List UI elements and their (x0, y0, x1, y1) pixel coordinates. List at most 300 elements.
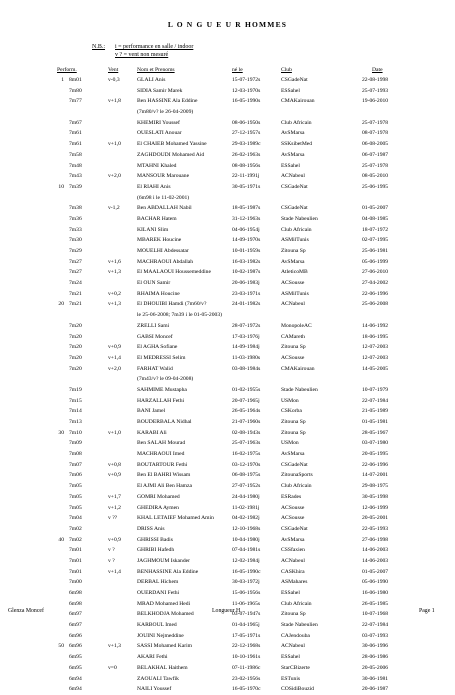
row-athlete-name: MACHRAOUI Abdallah (137, 258, 194, 265)
row-performance: 7m15 (69, 397, 82, 404)
table-row (0, 86, 455, 97)
row-date: 25-06-1995 (362, 183, 389, 190)
table-row (0, 588, 455, 599)
row-athlete-name: BOUTARTOUR Fethi (137, 461, 188, 468)
row-club: ESSahel (281, 162, 300, 169)
row-birth-date: 07-04-1981s (232, 547, 261, 554)
row-club: ACSousse (281, 280, 305, 287)
header-dob: né le (232, 67, 243, 73)
row-athlete-name: GHRIBI Hafedh (137, 547, 175, 554)
table-row (0, 663, 455, 674)
row-birth-date: 11-02-1981j (232, 504, 260, 511)
row-athlete-name: El CHAIEB Mohamed Yassine (137, 141, 207, 148)
row-athlete-name: le 25-06-2008; 7m39 i le 01-05-2003) (137, 312, 222, 319)
row-athlete-name: SASSI Mohamed Karim (137, 643, 193, 650)
row-date: 04-08-1985 (362, 215, 389, 222)
row-club: Zitouna Sp (281, 611, 306, 618)
row-date: 14-05-2005 (362, 365, 389, 372)
nb-notes (115, 43, 193, 59)
row-birth-date: 23-03-1971s (232, 290, 261, 297)
row-birth-date: 27-12-1957s (232, 130, 261, 137)
row-athlete-name: Ben ABDALLAH Nabil (137, 205, 192, 212)
row-performance: 7m00 (69, 579, 82, 586)
row-performance: 6m96 (69, 632, 82, 639)
row-performance: 7m20 (69, 354, 82, 361)
row-date: 29-08-1975 (362, 483, 389, 490)
row-wind: v+2,0 (108, 365, 121, 372)
table-row (0, 438, 455, 449)
row-birth-date: 02-08-1943s (232, 429, 261, 436)
row-performance: 7m36 (69, 215, 82, 222)
row-performance: 7m39 (69, 183, 82, 190)
row-date: 12-07-2003 (362, 354, 389, 361)
row-birth-date: 20-06-1983j (232, 280, 260, 287)
row-birth-date: 22-11-1991j (232, 173, 260, 180)
row-wind: v+1,0 (108, 429, 121, 436)
row-performance: 7m10 (69, 429, 82, 436)
row-club: AvSMarsa (281, 536, 305, 543)
row-performance: 7m58 (69, 151, 82, 158)
row-date: 06-08-2005 (362, 141, 389, 148)
row-performance: 7m06 (69, 472, 82, 479)
row-birth-date: 11-03-1980s (232, 354, 261, 361)
row-performance: 7m27 (69, 258, 82, 265)
row-athlete-name: AKARI Fethi (137, 654, 168, 661)
row-club: StarCBizerte (281, 664, 310, 671)
table-row (0, 641, 455, 652)
nb-note-wind: v ? = vent non mesuré (115, 52, 169, 58)
row-club: Zitouna Sp (281, 344, 306, 351)
row-performance: 7m02 (69, 536, 82, 543)
row-birth-date: 10-01-1959s (232, 248, 261, 254)
table-row (0, 96, 455, 107)
row-date: 05-06-1999 (362, 258, 389, 265)
row-birth-date: 16-05-1990s (232, 98, 261, 105)
row-date: 25-07-1993 (362, 87, 389, 94)
row-club: ESRades (281, 493, 302, 500)
row-performance: 7m08 (69, 451, 82, 458)
row-date: 22-05-1993 (362, 525, 389, 532)
row-performance: 7m07 (69, 461, 82, 468)
row-athlete-name: MOUELHI Abdessatar (137, 248, 189, 254)
row-performance: 6m98 (69, 590, 82, 596)
row-athlete-name: DERBAL Hichem (137, 579, 179, 586)
row-athlete-name: MTAHNI Khaled (137, 162, 177, 169)
row-birth-date: 25-07-1963s (232, 440, 261, 447)
row-wind: v+1,3 (108, 301, 121, 308)
row-wind: v+1,0 (108, 141, 121, 148)
row-performance: 7m19 (69, 386, 82, 393)
row-club: ACNabeul (281, 173, 305, 180)
row-club: Zitouna Sp (281, 429, 306, 436)
table-row (0, 342, 455, 353)
row-birth-date: 03-12-1970s (232, 461, 261, 468)
row-wind: v+1,6 (108, 258, 121, 265)
header-vent: Vent (108, 67, 119, 73)
row-date: 26-05-1985 (362, 600, 389, 607)
row-club: CSGadeNat (281, 461, 308, 468)
row-rank: 1 (61, 77, 64, 83)
row-date: 22-08-1998 (362, 77, 389, 83)
row-performance: 7m20 (69, 333, 82, 340)
row-performance: 7m33 (69, 226, 82, 233)
row-birth-date: 04-02-1982j (232, 515, 260, 522)
row-club: Club Africain (281, 600, 312, 607)
header-date: Date (372, 67, 383, 73)
row-club: AvSMarsa (281, 451, 305, 458)
row-performance: 7m27 (69, 269, 82, 276)
row-performance: 7m14 (69, 408, 82, 415)
row-wind: v+1,4 (108, 354, 121, 361)
row-birth-date: 16-05-1990c (232, 568, 261, 575)
row-athlete-name: SIDIA Samir Marek (137, 87, 183, 94)
row-birth-date: 27-07-1952s (232, 483, 261, 490)
table-row (0, 214, 455, 225)
table-row (0, 182, 455, 193)
row-date: 30-05-1998 (362, 493, 389, 500)
table-row (0, 310, 455, 321)
row-performance: 7m38 (69, 205, 82, 212)
row-wind: v+1,7 (108, 493, 121, 500)
table-row (0, 353, 455, 364)
row-date: 14-07-2001 (362, 472, 389, 479)
table-row (0, 503, 455, 514)
row-performance: 7m43 (69, 173, 82, 180)
row-wind: v+0,2 (108, 290, 121, 297)
row-club: ASMilTunis (281, 290, 309, 297)
row-rank: 50 (58, 643, 64, 650)
row-club: AtleticoMB (281, 269, 308, 276)
row-athlete-name: OUERDANI Fethi (137, 590, 180, 596)
table-row (0, 567, 455, 578)
footer-page-number: Page 1 (419, 608, 435, 614)
row-athlete-name: Ben SALAH Mourad (137, 440, 186, 447)
row-performance: 7m61 (69, 130, 82, 137)
row-athlete-name: KHAL LETAIEF Mohamed Amin (137, 515, 214, 522)
row-club: USMon (281, 440, 299, 447)
table-row (0, 396, 455, 407)
table-row (0, 513, 455, 524)
row-rank: 40 (58, 536, 64, 543)
row-birth-date: 03-08-1984s (232, 365, 261, 372)
row-club: CSKorba (281, 408, 302, 415)
row-birth-date: 01-02-1955s (232, 386, 261, 393)
table-row (0, 364, 455, 375)
table-row (0, 556, 455, 567)
row-athlete-name: NAILI Youssef (137, 686, 172, 693)
row-club: SSKsibetMed (281, 141, 313, 148)
table-row (0, 225, 455, 236)
footer-sheet-name: Longueur H (212, 608, 241, 614)
row-performance: 7m01 (69, 557, 82, 564)
row-date: 18-07-1972 (362, 226, 389, 233)
table-row (0, 492, 455, 503)
row-birth-date: 08-06-1950s (232, 119, 261, 126)
table-header (0, 67, 455, 75)
row-date: 01-05-1981 (362, 419, 389, 425)
row-date: 28-06-1986 (362, 654, 389, 661)
row-birth-date: 10-04-1980j (232, 536, 260, 543)
row-date: 14-06-2003 (362, 557, 389, 564)
table-row (0, 417, 455, 428)
row-athlete-name: GABSI Moncef (137, 333, 173, 340)
row-athlete-name: RHAIMA Houcine (137, 290, 180, 297)
row-athlete-name: MANSOUR Marouane (137, 173, 190, 180)
table-row (0, 107, 455, 118)
table-row (0, 620, 455, 631)
row-birth-date: 21-07-1960s (232, 419, 261, 425)
row-club: ASMahares (281, 579, 308, 586)
row-athlete-name: Ben El BAHRI Wissam (137, 472, 191, 479)
table-row (0, 545, 455, 556)
row-date: 05-06-1990 (362, 579, 389, 586)
row-birth-date: 29-03-1989c (232, 141, 261, 148)
row-athlete-name: El AGHA Sofiane (137, 344, 178, 351)
row-performance: 7m09 (69, 440, 82, 447)
row-athlete-name: El RIAHI Anis (137, 183, 171, 190)
header-club: Club (281, 67, 292, 73)
row-performance: 6m94 (69, 675, 82, 682)
row-performance: 7m13 (69, 419, 82, 425)
row-club: CMAKairouan (281, 365, 315, 372)
row-club: ZitounaSports (281, 472, 313, 479)
row-date: 25-06-1981 (362, 248, 389, 254)
row-club: CMAKairouan (281, 98, 315, 105)
row-athlete-name: BACHAR Hatem (137, 215, 177, 222)
row-birth-date: 31-12-1963s (232, 215, 261, 222)
results-table (0, 75, 455, 695)
row-birth-date: 04-06-1954j (232, 226, 260, 233)
row-athlete-name: BOUDERBALA Nidhal (137, 419, 192, 425)
row-athlete-name: El OUN Samir (137, 280, 171, 287)
row-club: ACNabeul (281, 301, 305, 308)
table-row (0, 161, 455, 172)
row-athlete-name: BANI Jamel (137, 408, 166, 415)
header-perf: Perform. (57, 67, 77, 73)
row-performance: 7m29 (69, 248, 82, 254)
row-performance: 7m05 (69, 483, 82, 490)
table-row (0, 385, 455, 396)
table-row (0, 128, 455, 139)
row-wind: v-0,3 (108, 77, 120, 83)
row-athlete-name: BELAKHAL Haithem (137, 664, 188, 671)
row-birth-date: 16-05-1970c (232, 686, 261, 693)
table-row (0, 150, 455, 161)
row-performance: 7m67 (69, 119, 82, 126)
row-wind: v-1,2 (108, 205, 120, 212)
row-club: ESSahel (281, 87, 300, 94)
row-performance: 7m77 (69, 98, 82, 105)
row-club: CASKhira (281, 568, 305, 575)
row-birth-date: 17-05-1971s (232, 632, 261, 639)
row-birth-date: 24-04-1980j (232, 493, 260, 500)
table-row (0, 470, 455, 481)
table-row (0, 267, 455, 278)
row-performance: 7m20 (69, 322, 82, 329)
row-athlete-name: Ben HASSINE Ala Eddine (137, 98, 198, 105)
row-athlete-name: GOMRI Mohamed (137, 493, 180, 500)
row-date: 03-07-1993 (362, 632, 389, 639)
row-wind: v+1,4 (108, 568, 121, 575)
row-wind: v ? (108, 547, 115, 554)
row-performance: 6m94 (69, 686, 82, 693)
row-club: ACNabeul (281, 557, 305, 564)
table-row (0, 278, 455, 289)
row-birth-date: 10-10-1961s (232, 654, 261, 661)
row-athlete-name: JOUINI Nejmeddine (137, 632, 184, 639)
row-club: Club Africain (281, 119, 312, 126)
row-birth-date: 28-07-1972s (232, 322, 261, 329)
row-athlete-name: GHRISSI Badis (137, 536, 173, 543)
table-row (0, 481, 455, 492)
table-row (0, 577, 455, 588)
row-athlete-name: BELKHODJA Mohamed (137, 611, 194, 618)
row-club: USMon (281, 397, 299, 404)
row-birth-date: 08-08-1956s (232, 162, 261, 169)
row-wind: v+1,3 (108, 269, 121, 276)
row-date: 27-04-2002 (362, 280, 389, 287)
row-club: CSSfaxien (281, 547, 305, 554)
row-athlete-name: KARABI Ali (137, 429, 167, 436)
row-club: ACSousse (281, 354, 305, 361)
header-name: Nom et Prenoms (137, 67, 175, 73)
row-birth-date: 14-09-1984j (232, 344, 260, 351)
row-date: 22-07-1984 (362, 622, 389, 629)
table-row (0, 289, 455, 300)
row-performance: 7m30 (69, 237, 82, 244)
row-date: 08-07-1978 (362, 130, 389, 137)
row-date: 14-06-1992 (362, 322, 389, 329)
row-club: CAMareth (281, 333, 305, 340)
row-performance: 7m21 (69, 290, 82, 297)
row-birth-date: 12-03-1970s (232, 87, 261, 94)
row-date: 12-07-2003 (362, 344, 389, 351)
row-date: 01-05-2007 (362, 205, 389, 212)
table-row (0, 374, 455, 385)
row-date: 20-05-1995 (362, 451, 389, 458)
row-performance: 7m04 (69, 515, 82, 522)
footer-author: Glenza Moncef (8, 608, 44, 614)
table-row (0, 674, 455, 685)
row-date: 20-05-2001 (362, 515, 389, 522)
row-athlete-name: ZRELLI Sami (137, 322, 170, 329)
table-row (0, 684, 455, 695)
row-club: CSGadeNat (281, 205, 308, 212)
table-row (0, 428, 455, 439)
row-athlete-name: KILANI Slim (137, 226, 169, 233)
table-row (0, 118, 455, 129)
row-performance: 7m20 (69, 365, 82, 372)
row-club: Stade Nabeulien (281, 386, 318, 393)
row-date: 02-07-1995 (362, 237, 389, 244)
row-birth-date: 03-07-1947s (232, 611, 261, 618)
row-rank: 30 (58, 429, 64, 436)
row-birth-date: 10-02-1987s (232, 269, 261, 276)
row-performance: 8m01 (69, 77, 82, 83)
row-birth-date: 26-02-1963s (232, 151, 261, 158)
row-performance: 7m01 (69, 568, 82, 575)
table-row (0, 652, 455, 663)
row-birth-date: 07-11-1986c (232, 664, 261, 671)
row-wind: v ? (108, 557, 115, 564)
row-date: 21-05-1989 (362, 408, 389, 415)
row-club: ESSahel (281, 654, 300, 661)
row-wind: v ?? (108, 515, 118, 522)
row-birth-date: 26-05-1964s (232, 408, 261, 415)
row-athlete-name: (7m80/v? le 26-04-2009) (137, 109, 194, 116)
row-date: 14-06-2003 (362, 547, 389, 554)
row-date: 06-07-1987 (362, 151, 389, 158)
row-athlete-name: DRISS Anis (137, 525, 165, 532)
row-wind: v+0,9 (108, 344, 121, 351)
row-wind: v+1,8 (108, 98, 121, 105)
row-date: 27-06-1998 (362, 536, 389, 543)
row-date: 12-06-1999 (362, 504, 389, 511)
row-birth-date: 16-02-1975s (232, 451, 261, 458)
row-date: 20-06-1987 (362, 686, 389, 693)
row-date: 28-05-1967 (362, 429, 389, 436)
table-row (0, 139, 455, 150)
row-birth-date: 24-01-1982s (232, 301, 261, 308)
row-birth-date: 11-06-1965s (232, 600, 261, 607)
row-date: 16-06-1980 (362, 590, 389, 596)
row-wind: v+1,2 (108, 504, 121, 511)
row-birth-date: 16-03-1982s (232, 258, 261, 265)
row-wind: v+0,8 (108, 461, 121, 468)
row-athlete-name: (6m98 i le 11-02-2001) (137, 194, 190, 201)
row-athlete-name: ZAOUALI Tawfik (137, 675, 179, 682)
row-club: Stade Nabeulien (281, 215, 318, 222)
table-row (0, 193, 455, 204)
row-club: Club Africain (281, 483, 312, 490)
row-date: 30-06-1996 (362, 643, 389, 650)
table-row (0, 235, 455, 246)
row-performance: 6m97 (69, 622, 82, 629)
table-row (0, 449, 455, 460)
row-birth-date: 15-06-1956s (232, 590, 261, 596)
nb-label: N.B.: (92, 44, 106, 50)
table-row (0, 524, 455, 535)
row-club: AvSMarsa (281, 151, 305, 158)
row-performance: 6m95 (69, 654, 82, 661)
page-title: L O N G U E U R HOMMES (167, 20, 288, 29)
row-athlete-name: MACHRAOUI Imed (137, 451, 185, 458)
row-club: ACSousse (281, 515, 305, 522)
row-birth-date: 18-05-1987s (232, 205, 261, 212)
row-date: 03-07-1980 (362, 440, 389, 447)
row-date: 22-06-1996 (362, 461, 389, 468)
row-athlete-name: MBAREK Houcine (137, 237, 182, 244)
row-club: AvSMarsa (281, 258, 305, 265)
row-date: 20-05-2006 (362, 664, 389, 671)
row-performance: 7m24 (69, 280, 82, 287)
row-athlete-name: BENHASSINE Ala Eddine (137, 568, 199, 575)
row-date: 10-07-1968 (362, 611, 389, 618)
row-performance: 7m61 (69, 141, 82, 148)
row-performance: 6m96 (69, 643, 82, 650)
row-date: 22-06-1996 (362, 290, 389, 297)
row-performance: 7m05 (69, 493, 82, 500)
row-birth-date: 20-07-1965j (232, 397, 260, 404)
row-club: CSGadeNat (281, 183, 308, 190)
row-birth-date: 15-07-1972s (232, 77, 261, 83)
row-athlete-name: JAGHMOUM Iskander (137, 557, 190, 564)
row-wind: v+2,0 (108, 173, 121, 180)
row-birth-date: 01-04-1965j (232, 622, 260, 629)
row-club: MonopoleAC (281, 322, 312, 329)
row-birth-date: 30-03-1972j (232, 579, 260, 586)
row-athlete-name: El MAALAOUI Houssemeddine (137, 269, 211, 276)
